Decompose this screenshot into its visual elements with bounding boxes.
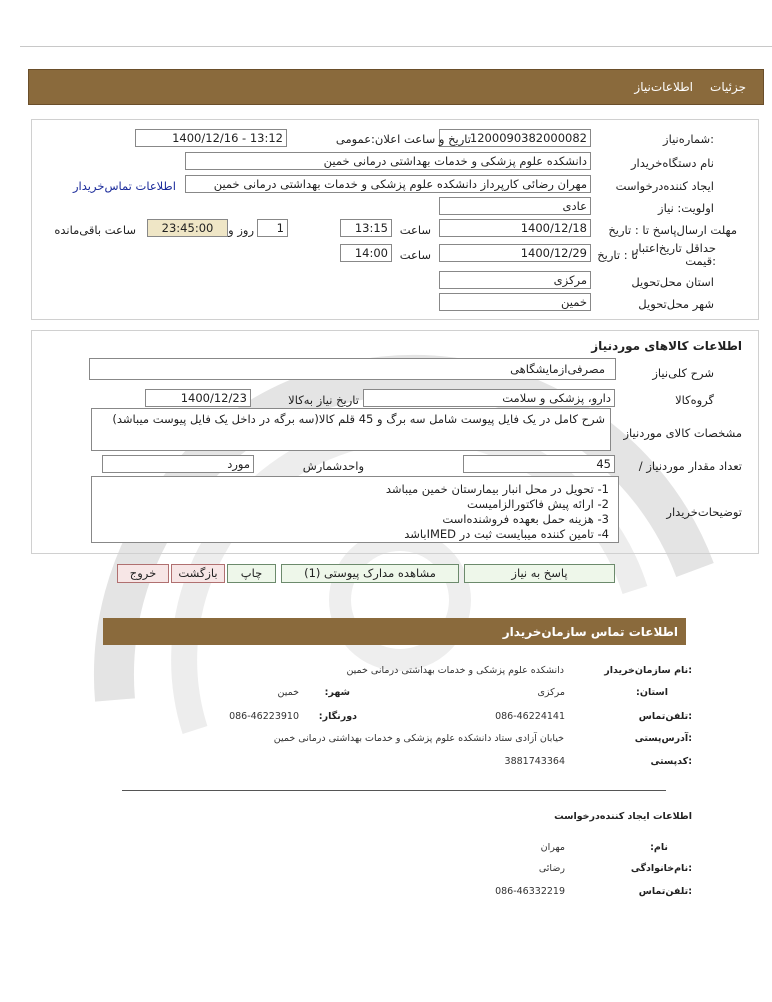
address-value: خیابان آزادی ستاد دانشکده علوم پزشکی و خدمات بهداشتی درمانی خمین <box>273 733 564 744</box>
back-button[interactable]: بازگشت <box>171 564 225 583</box>
buyer-org-field: دانشکده علوم پزشکی و خدمات بهداشتی درمانی خمین <box>185 152 591 170</box>
header-bar <box>28 69 764 105</box>
contact-title: اطلاعات تماس سازمان‌خریدار <box>502 625 678 639</box>
buyer-notes-field <box>91 476 619 543</box>
announce-field: 1400/12/16 - 13:12 <box>135 129 287 147</box>
buyer-org-label: نام دستگاه‌خریدار <box>630 156 714 170</box>
validity-time: 14:00 <box>340 244 392 262</box>
days-field: 1 <box>257 219 288 237</box>
province-label: استان محل‌تحویل <box>631 275 714 289</box>
need-number-label: شماره‌نیاز: <box>663 132 714 146</box>
org-key: نام سازمان‌خریدار: <box>604 665 692 676</box>
need-date-label: تاریخ نیاز به‌کالا <box>288 393 359 407</box>
remaining-time-field: 23:45:00 <box>147 219 228 237</box>
validity-to-label: تا : تاریخ <box>597 248 638 262</box>
goods-title: اطلاعات کالاهای موردنیاز <box>591 339 742 353</box>
specs-label: مشخصات کالای مورد‌نیاز <box>623 426 742 440</box>
send-time-label: ساعت <box>399 223 431 237</box>
last-name-key: نام‌خانوادگی: <box>630 863 692 874</box>
postal-value: 3881743364 <box>504 756 565 767</box>
priority-field: عادی <box>439 197 591 215</box>
province-value: مرکزی <box>537 687 565 698</box>
fax-value: 086-46223910 <box>229 711 299 722</box>
need-date-field: 1400/12/23 <box>145 389 251 407</box>
announce-label: تاریخ و ساعت اعلان:عمومی <box>335 132 471 146</box>
unit-label: واحد‌شمارش <box>302 459 364 473</box>
creator-label: ایجاد کننده‌درخواست <box>615 179 714 193</box>
buyer-note-line: 2- ارائه پیش فاکتورالزامیست <box>467 497 609 511</box>
tab-details[interactable]: جزئيات <box>710 80 746 94</box>
city-value: خمین <box>277 687 299 698</box>
phone-value: 086-46224141 <box>495 711 565 722</box>
group-label: گروه‌کالا <box>675 393 714 407</box>
exit-button[interactable]: خروج <box>117 564 169 583</box>
group-field: دارو، پزشکی و سلامت <box>363 389 615 407</box>
send-deadline-time: 13:15 <box>340 219 392 237</box>
province-key: :استان <box>636 687 668 698</box>
specs-field: شرح کامل در یک فایل پیوست شامل سه برگ و 45 قلم کالا(سه برگه در داخل یک فایل پیوست میباشد) <box>91 408 611 451</box>
validity-label: حداقل تاریخ‌اعتبار قیمت: <box>632 241 716 268</box>
qty-field: 45 <box>463 455 615 473</box>
validity-time-label: ساعت <box>399 248 431 262</box>
creator-phone-key: تلفن‌تماس: <box>638 886 692 897</box>
reply-button[interactable]: پاسخ به نیاز <box>464 564 615 583</box>
creator-info-title: اطلاعات ایجاد کننده‌درخواست <box>554 811 692 822</box>
attachments-button[interactable]: مشاهده مدارک پیوستی (1) <box>281 564 459 583</box>
days-label: روز و <box>228 223 254 237</box>
contact-bar <box>103 618 686 645</box>
creator-phone-value: 086-46332219 <box>495 886 565 897</box>
buyer-notes-label: توضیحات‌خریدار <box>666 505 742 519</box>
address-key: آدرس‌پستی: <box>634 733 692 744</box>
buyer-note-line: 4- تامین کننده میبایست ثبت در IMEDباشد <box>404 527 609 541</box>
buyer-contact-link[interactable]: اطلاعات تماس‌خریدار <box>73 179 176 193</box>
summary-label: شرح کلی‌نیاز <box>652 366 714 380</box>
org-value: دانشکده علوم پزشکی و خدمات بهداشتی درمانی خمین <box>346 665 564 676</box>
qty-label: / تعداد مقدار مورد‌نیاز <box>638 459 742 473</box>
section-divider <box>122 790 666 791</box>
top-divider <box>20 46 772 47</box>
province-field: مرکزی <box>439 271 591 289</box>
creator-field: مهران رضائی کارپرداز دانشکده علوم پزشکی و خدمات بهداشتی درمانی خمین <box>185 175 591 193</box>
city-field: خمین <box>439 293 591 311</box>
city-key: :شهر <box>324 687 350 698</box>
first-name-key: :نام <box>650 842 668 853</box>
summary-field: مصرفی‌ازمایشگاهی <box>89 358 616 380</box>
buyer-note-line: 3- هزینه حمل بعهده فروشنده‌است <box>442 512 609 526</box>
postal-key: کد‌پستی: <box>650 756 692 767</box>
last-name-value: رضائی <box>538 863 565 874</box>
remaining-label: ساعت باقی‌مانده <box>54 223 136 237</box>
priority-label: اولویت: نیاز <box>658 201 714 215</box>
send-deadline-label: مهلت ارسال‌پاسخ تا : تاریخ <box>608 223 737 237</box>
unit-field: مورد <box>102 455 254 473</box>
fax-key: :دورنگار <box>318 711 357 722</box>
print-button[interactable]: چاپ <box>227 564 276 583</box>
validity-date: 1400/12/29 <box>439 244 591 262</box>
city-label: شهر محل‌تحویل <box>638 297 714 311</box>
need-number-field: 1200090382000082 <box>439 129 591 147</box>
tab-need-info[interactable]: اطلاعات‌نیاز <box>634 80 693 94</box>
phone-key: تلفن‌تماس: <box>638 711 692 722</box>
send-deadline-date: 1400/12/18 <box>439 219 591 237</box>
details-panel <box>31 119 759 320</box>
first-name-value: مهران <box>540 842 565 853</box>
buyer-note-line: 1- تحویل در محل انبار بیمارستان خمین میباشد <box>385 482 609 496</box>
